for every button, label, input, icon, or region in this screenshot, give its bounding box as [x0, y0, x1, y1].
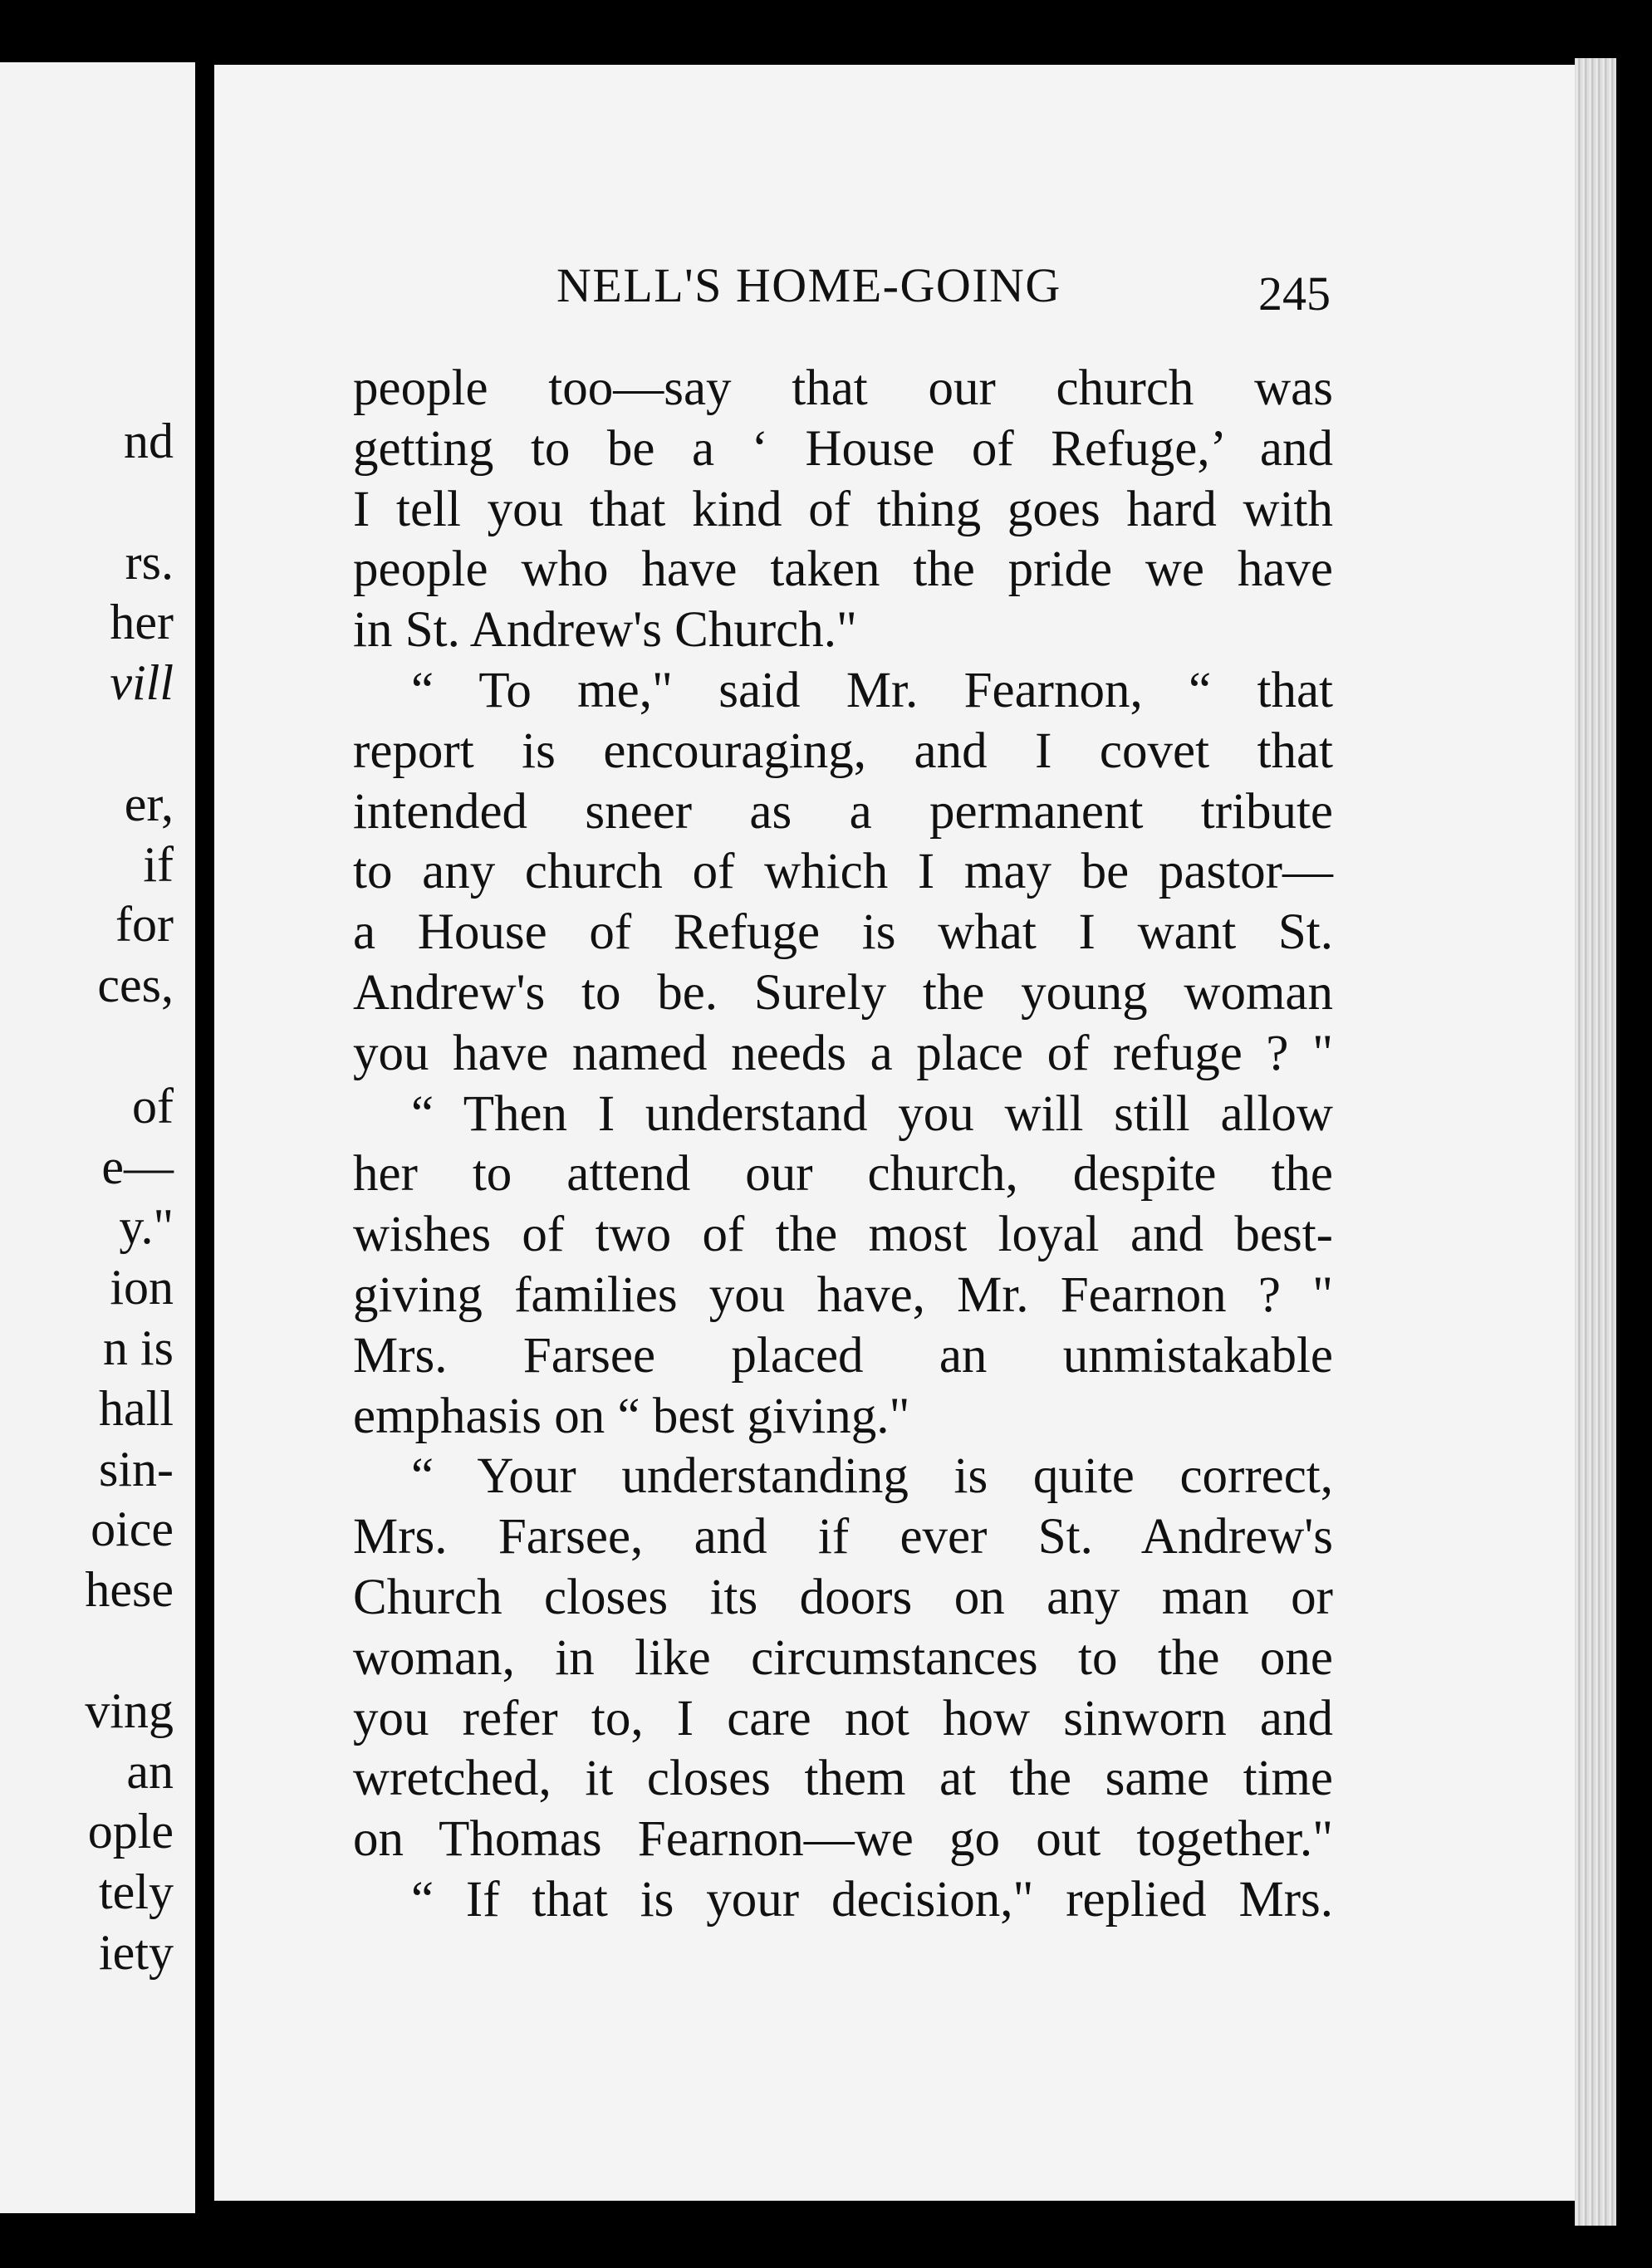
text-line: you have named needs a place of refuge ? ": [353, 1025, 1333, 1081]
text-line: wretched, it closes them at the same time: [353, 1751, 1333, 1807]
left-fragment-line: of: [132, 1078, 174, 1134]
left-fragment-line: n is: [102, 1320, 174, 1375]
left-fragment-line: nd: [124, 414, 174, 468]
left-fragment-line: oice: [91, 1501, 174, 1557]
text-line: emphasis on “ best giving.": [353, 1388, 910, 1444]
text-line: her to attend our church, despite the: [353, 1146, 1333, 1203]
text-line: people who have taken the pride we have: [353, 541, 1333, 598]
left-fragment-line: sin-: [99, 1441, 174, 1496]
text-line: you refer to, I care not how sinworn and: [353, 1690, 1333, 1746]
left-fragment-line: iety: [99, 1924, 174, 1980]
text-line: Andrew's to be. Surely the young woman: [353, 964, 1333, 1021]
text-line: Mrs. Farsee placed an unmistakable: [353, 1327, 1333, 1384]
left-fragment-line: rs.: [125, 534, 174, 590]
text-line: in St. Andrew's Church.": [353, 602, 857, 659]
text-line: “ Then I understand you will still allow: [411, 1085, 1333, 1142]
left-fragment-line: for: [115, 897, 174, 953]
left-fragment-gap: [0, 713, 195, 774]
left-fragment-line: y.": [119, 1199, 174, 1255]
text-line: giving families you have, Mr. Fearnon ? ": [353, 1266, 1333, 1323]
left-fragment-line: ving: [85, 1683, 174, 1738]
left-fragment-line: er,: [124, 776, 174, 831]
left-fragment-line: ople: [87, 1804, 174, 1859]
left-fragment-line: tely: [99, 1864, 174, 1920]
text-line: to any church of which I may be pastor—: [353, 844, 1333, 900]
left-fragment-line: vill: [110, 655, 174, 711]
text-line: report is encouraging, and I covet that: [353, 723, 1333, 779]
text-line: I tell you that kind of thing goes hard with: [353, 481, 1333, 537]
body-text: [353, 359, 1333, 1931]
left-fragment-line: ces,: [97, 958, 174, 1013]
left-fragment-gap: [0, 1620, 195, 1681]
text-line: a House of Refuge is what I want St.: [353, 904, 1333, 961]
left-fragment-line: ion: [110, 1260, 174, 1315]
text-line: on Thomas Fearnon—we go out together.": [353, 1811, 1333, 1868]
left-fragment-line: if: [143, 836, 174, 892]
left-fragment-gap: [0, 1016, 195, 1076]
left-fragment-line: her: [110, 595, 174, 650]
text-line: intended sneer as a permanent tribute: [353, 783, 1333, 840]
text-line: people too—say that our church was: [353, 360, 1333, 416]
left-fragment-line: an: [126, 1743, 174, 1799]
left-fragment-gap: [0, 472, 195, 532]
text-line: wishes of two of the most loyal and best-: [353, 1207, 1333, 1263]
left-fragment-line: e—: [101, 1139, 174, 1194]
page-number: 245: [1258, 267, 1331, 321]
text-line: Mrs. Farsee, and if ever St. Andrew's: [353, 1509, 1333, 1565]
page-edges: [1575, 58, 1616, 2226]
text-line: Church closes its doors on any man or: [353, 1569, 1333, 1625]
text-line: “ To me," said Mr. Fearnon, “ that: [411, 662, 1333, 718]
left-facing-page: [0, 62, 195, 2213]
left-page-text-fragments: [0, 411, 195, 1983]
text-line: getting to be a ‘ House of Refuge,’ and: [353, 420, 1333, 477]
left-fragment-line: hese: [85, 1562, 174, 1618]
text-line: woman, in like circumstances to the one: [353, 1629, 1333, 1686]
running-head: NELL'S HOME-GOING: [556, 258, 1061, 312]
book-gutter: [195, 62, 216, 2213]
left-fragment-line: hall: [99, 1380, 174, 1436]
text-line: “ If that is your decision," replied Mrs.: [411, 1871, 1333, 1928]
text-line: “ Your understanding is quite correct,: [411, 1448, 1333, 1505]
